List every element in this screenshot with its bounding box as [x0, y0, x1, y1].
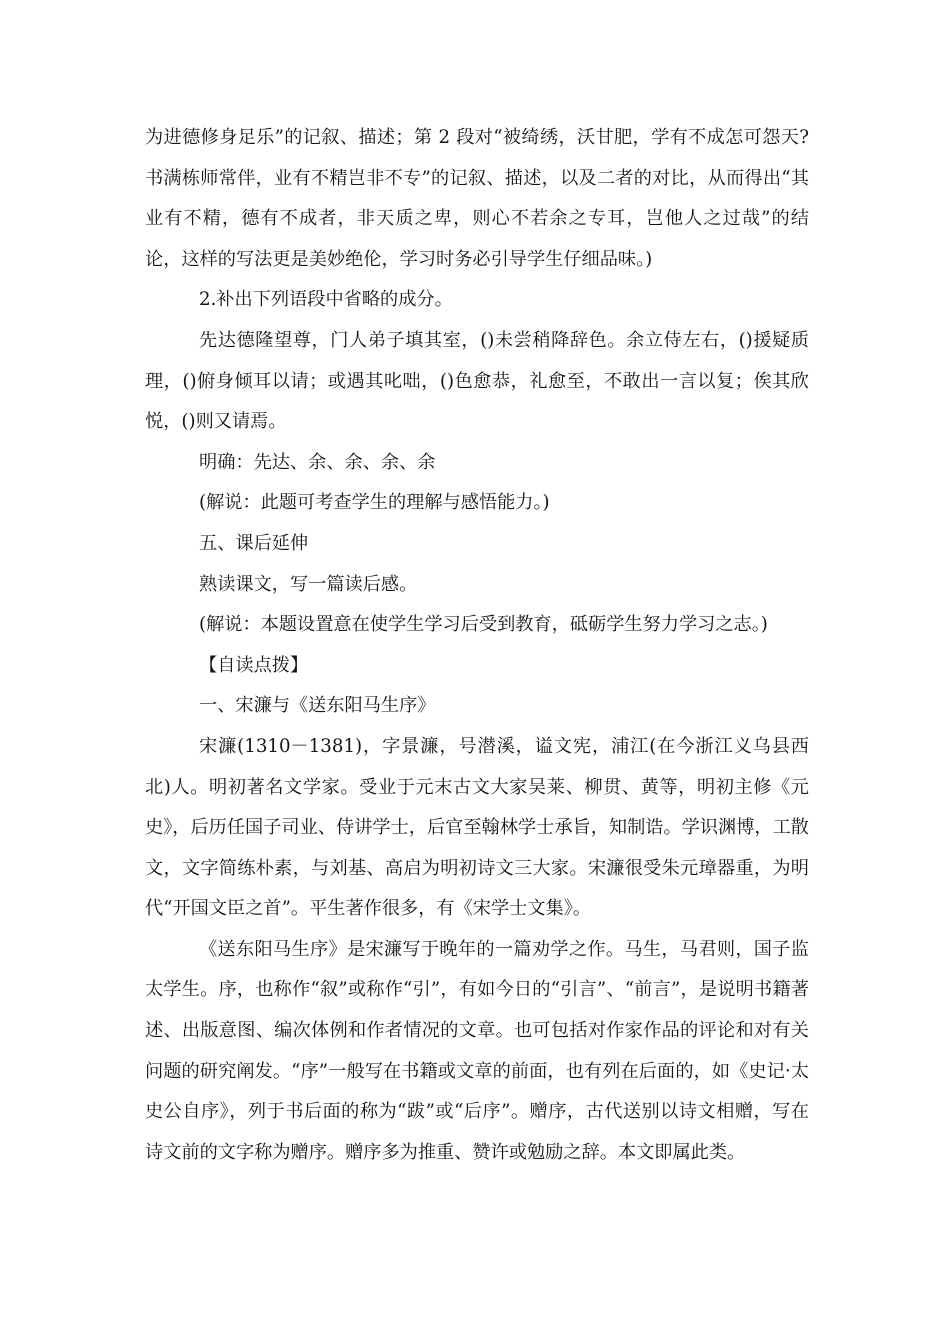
- paragraph-answer: 明确：先达、余、余、余、余: [199, 451, 436, 473]
- paragraph-work-intro: 《送东阳马生序》是宋濂写于晚年的一篇劝学之作。马生，马君则，国子监太学生。序，也称作“叙”或称作“引”，有如今日的“引言”、“前言”，是说明书籍著述、出版意图、编次体例和作者情况的文章。也可包括对作家作品的评论和对有关问题的研究阐发。“序”一般写在书籍或文章的前面，也有列在后面的，如《史记·太史公自序》，列于书后面的称为“跋”或“后序”。赠序，古代送别以诗文相赠，写在诗文前的文字称为赠序。赠序多为推重、赞许或勉励之辞。本文即属此类。: [145, 938, 809, 1163]
- paragraph-continued-analysis: 为进德修身足乐”的记叙、描述；第 2 段对“被绮绣，沃甘肥，学有不成怎可怨天?书满栋师常伴，业有不精岂非不专”的记叙、描述，以及二者的对比，从而得出“其业有不精，德有不成者，非天质之卑，则心不若余之专耳，岂他人之过哉”的结论，这样的写法更是美妙绝伦，学习时务必引导学生仔细品味。): [145, 127, 809, 270]
- self-reading-heading: 【自读点拨】: [199, 654, 309, 676]
- paragraph-note-2: (解说：本题设置意在使学生学习后受到教育，砥砺学生努力学习之志。): [199, 614, 768, 636]
- section-heading-1: 一、宋濂与《送东阳马生序》: [199, 695, 436, 717]
- paragraph-author-bio: 宋濂(1310－1381)，字景濂，号潜溪，谥文宪，浦江(在今浙江义乌县西北)人。明初著名文学家。受业于元末古文大家吴莱、柳贯、黄等，明初主修《元史》，后历任国子司业、侍讲学士，后官至翰林学士承旨，知制诰。学识渊博，工散文，文字简练朴素，与刘基、高启为明初诗文三大家。宋濂很受朱元璋器重，为明代“开国文臣之首”。平生著作很多，有《宋学士文集》。: [145, 735, 809, 920]
- paragraph-question-2: 2.补出下列语段中省略的成分。: [199, 289, 453, 311]
- document-page: [145, 118, 809, 1173]
- paragraph-passage: 先达德隆望尊，门人弟子填其室，()未尝稍降辞色。余立侍左右，()援疑质理，()俯身倾耳以请；或遇其叱咄，()色愈恭，礼愈至，不敢出一言以复；俟其欣悦，()则又请焉。: [145, 329, 809, 433]
- paragraph-task: 熟读课文，写一篇读后感。: [199, 573, 418, 595]
- paragraph-note-1: (解说：此题可考查学生的理解与感悟能力。): [199, 492, 550, 514]
- section-heading-5: 五、课后延伸: [199, 532, 309, 554]
